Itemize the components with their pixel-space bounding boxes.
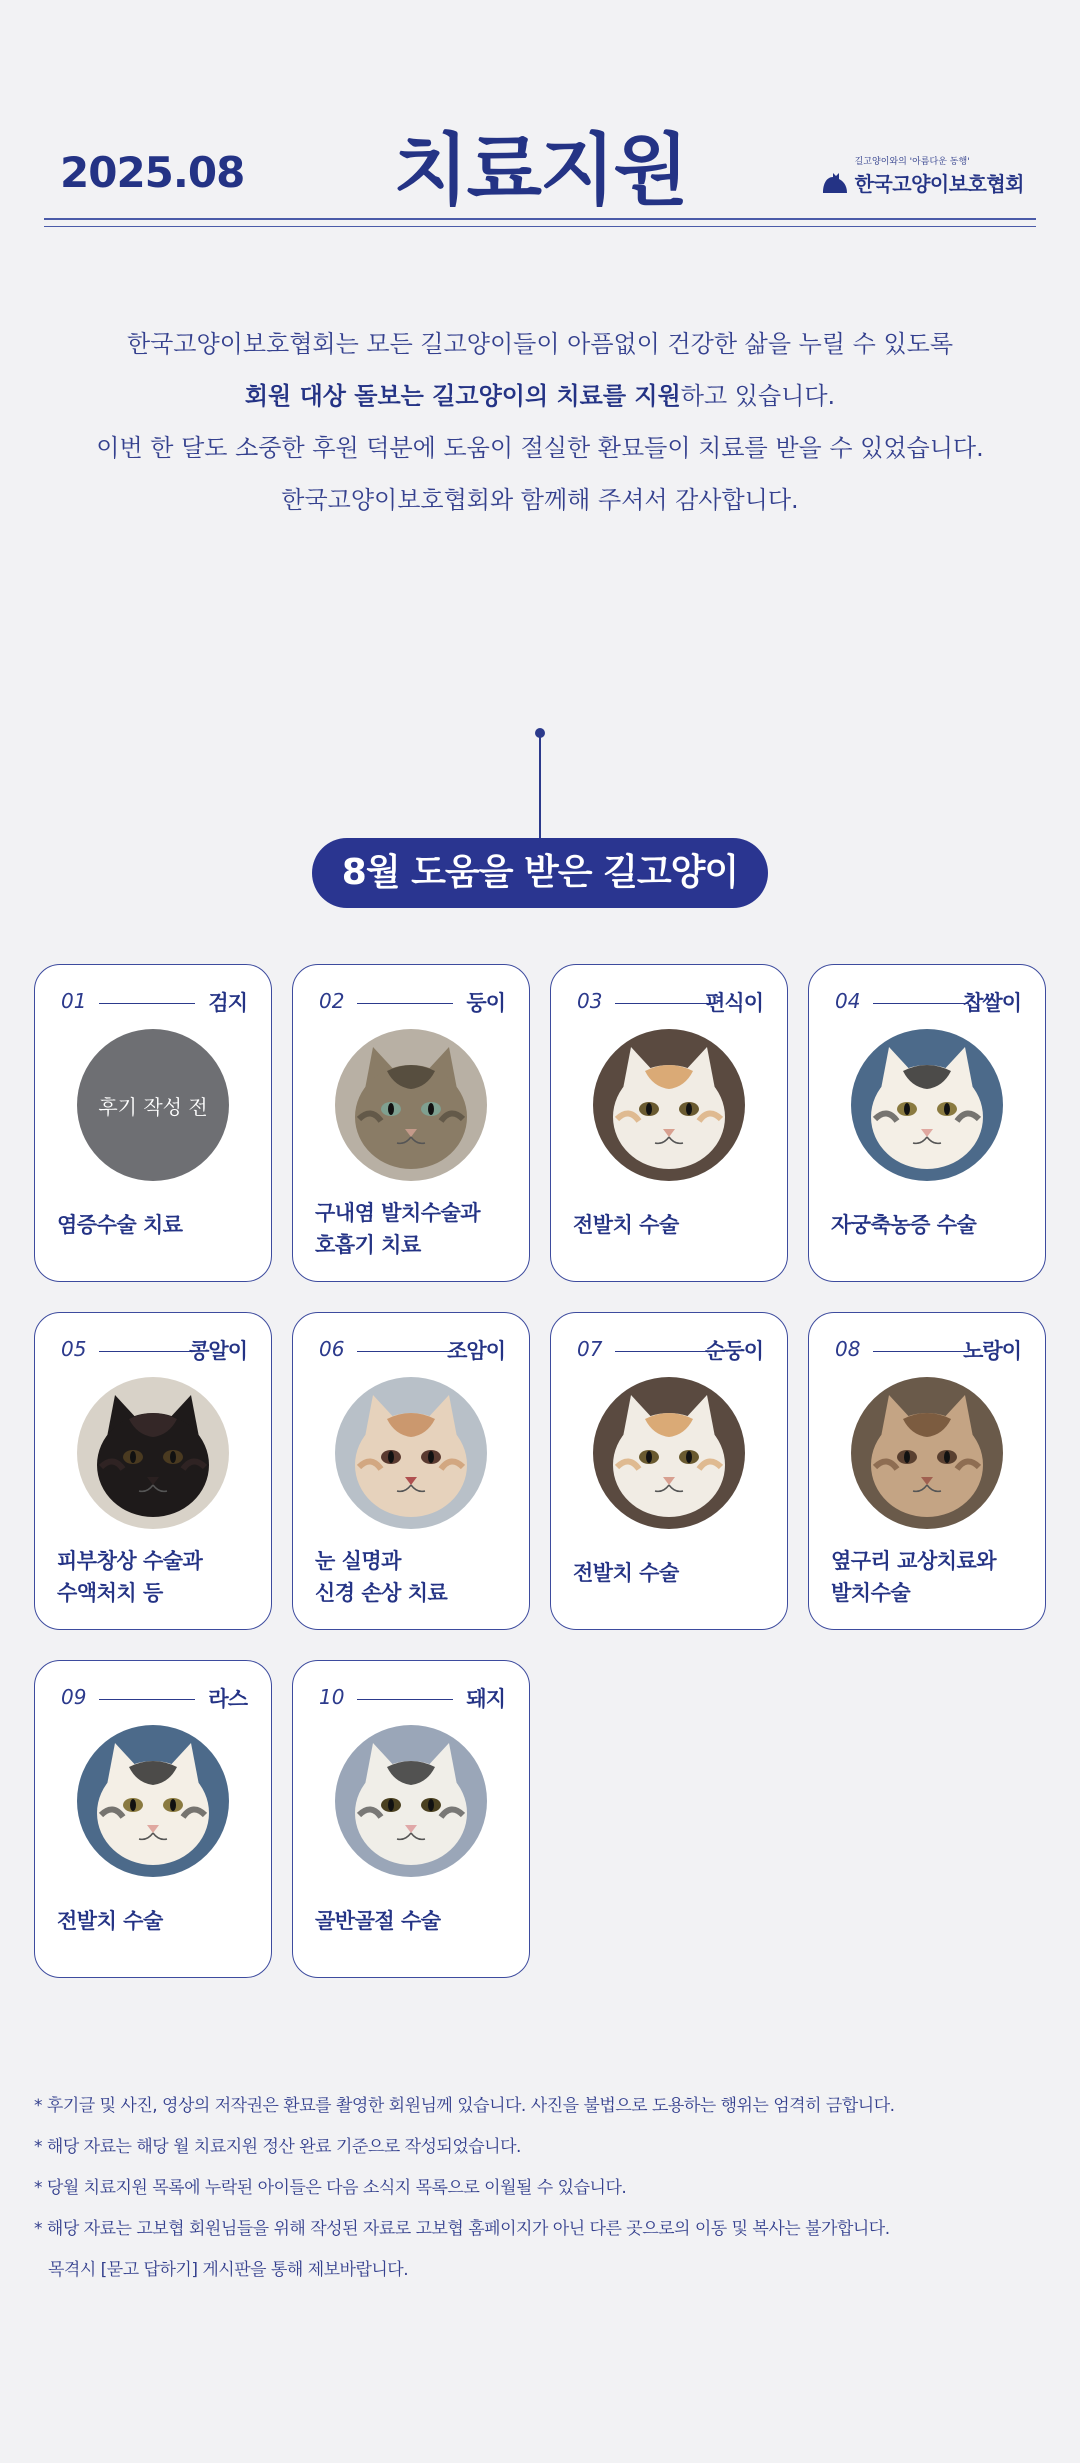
cat-card xyxy=(34,964,272,1282)
treatment-description: 구내염 발치수술과 호흡기 치료 xyxy=(315,1201,481,1257)
footnote: * 후기글 및 사진, 영상의 저작권은 환묘를 촬영한 회원님께 있습니다. 사진을 불법으로 도용하는 행위는 엄격히 금합니다. xyxy=(34,2096,895,2116)
section-title: 8월 도움을 받은 길고양이 xyxy=(312,838,768,908)
card-number: 01 xyxy=(61,989,87,1013)
intro-line-3: 이번 한 달도 소중한 후원 덕분에 도움이 절실한 환묘들이 치료를 받을 수 있었습니다. xyxy=(96,434,984,462)
card-number: 08 xyxy=(835,1337,861,1361)
intro-line-4: 한국고양이보호협회와 함께해 주셔서 감사합니다. xyxy=(281,486,799,514)
placeholder-label: 후기 작성 전 xyxy=(98,1094,208,1119)
cat-card xyxy=(292,1312,530,1630)
cat-card xyxy=(550,964,788,1282)
cat-card xyxy=(34,1312,272,1630)
card-number: 09 xyxy=(61,1685,87,1709)
injured-cat-photo xyxy=(335,1377,487,1529)
cat-logo-icon xyxy=(821,171,849,195)
orange-cat-photo xyxy=(851,1377,1003,1529)
card-rule xyxy=(873,1003,969,1004)
cat-photo xyxy=(335,1029,487,1181)
photo-placeholder xyxy=(77,1029,229,1181)
footnote: * 해당 자료는 해당 월 치료지원 정산 완료 기준으로 작성되었습니다. xyxy=(34,2137,521,2157)
treatment-description: 눈 실명과 신경 손상 치료 xyxy=(315,1549,448,1605)
card-rule xyxy=(99,1351,195,1352)
treatment-description: 전발치 수술 xyxy=(57,1909,163,1933)
card-number: 02 xyxy=(319,989,345,1013)
cat-name: 조암이 xyxy=(447,1339,505,1363)
cat-photo xyxy=(77,1377,229,1529)
intro-text xyxy=(0,318,1080,526)
cat-name: 순둥이 xyxy=(705,1339,763,1363)
cat-card xyxy=(292,1660,530,1978)
treatment-description: 피부창상 수술과 수액처치 등 xyxy=(57,1549,203,1605)
card-rule xyxy=(873,1351,969,1352)
cat-photo xyxy=(593,1029,745,1181)
issue-date: 2025.08 xyxy=(60,148,245,197)
cat-card xyxy=(808,1312,1046,1630)
card-rule xyxy=(357,1699,453,1700)
card-number: 05 xyxy=(61,1337,87,1361)
black-cat-photo xyxy=(77,1377,229,1529)
footnote: 목격시 [묻고 답하기] 게시판을 통해 제보바랍니다. xyxy=(48,2260,409,2280)
cat-name: 둥이 xyxy=(466,991,505,1015)
cat-photo xyxy=(593,1377,745,1529)
card-number: 07 xyxy=(577,1337,603,1361)
white-orange-cat-photo xyxy=(593,1029,745,1181)
cat-photo xyxy=(335,1725,487,1877)
footnote: * 해당 자료는 고보협 회원님들을 위해 작성된 자료로 고보협 홈페이지가 아닌 다른 곳으로의 이동 및 복사는 불가합니다. xyxy=(34,2219,890,2239)
header xyxy=(0,0,1080,240)
tabby-cat-photo xyxy=(335,1029,487,1181)
treatment-description: 옆구리 교상치료와 발치수술 xyxy=(831,1549,997,1605)
card-number: 04 xyxy=(835,989,861,1013)
treatment-description: 염증수술 치료 xyxy=(57,1213,183,1237)
intro-line-1: 한국고양이보호협회는 모든 길고양이들이 아픔없이 건강한 삶을 누릴 수 있도록 xyxy=(126,330,954,358)
org-name: 한국고양이보호협회 xyxy=(854,172,1024,196)
page-title: 치료지원 xyxy=(393,126,687,216)
cat-card xyxy=(34,1660,272,1978)
calico-cat-photo xyxy=(77,1725,229,1877)
treatment-description: 골반골절 수술 xyxy=(315,1909,441,1933)
treatment-description: 전발치 수술 xyxy=(573,1561,679,1585)
org-tagline: 길고양이와의 '아름다운 동행' xyxy=(854,157,970,167)
org-logo-block xyxy=(821,156,1024,197)
white-black-cat-photo xyxy=(335,1725,487,1877)
card-number: 10 xyxy=(319,1685,345,1709)
cat-name: 돼지 xyxy=(466,1687,505,1711)
treatment-description: 전발치 수술 xyxy=(573,1213,679,1237)
card-rule xyxy=(357,1003,453,1004)
card-number: 06 xyxy=(319,1337,345,1361)
card-rule xyxy=(615,1351,711,1352)
calico-cat-photo xyxy=(851,1029,1003,1181)
cat-photo xyxy=(851,1377,1003,1529)
cat-name: 콩알이 xyxy=(189,1339,247,1363)
card-number: 03 xyxy=(577,989,603,1013)
footnote: * 당월 치료지원 목록에 누락된 아이들은 다음 소식지 목록으로 이월될 수 있습니다. xyxy=(34,2178,627,2198)
cat-photo xyxy=(851,1029,1003,1181)
intro-line-2 xyxy=(0,370,1080,422)
footnotes xyxy=(34,2086,1054,2291)
card-rule xyxy=(99,1003,195,1004)
card-rule xyxy=(615,1003,711,1004)
intro-line-2-bold: 회원 대상 돌보는 길고양이의 치료를 지원 xyxy=(244,382,681,410)
cat-name: 노랑이 xyxy=(963,1339,1021,1363)
intro-line-2-rest: 하고 있습니다. xyxy=(680,382,836,410)
treatment-description: 자궁축농증 수술 xyxy=(831,1213,977,1237)
cat-name: 라스 xyxy=(208,1687,247,1711)
connector-line xyxy=(539,736,541,840)
cat-card xyxy=(292,964,530,1282)
white-orange-cat-photo xyxy=(593,1377,745,1529)
cat-name: 찹쌀이 xyxy=(963,991,1021,1015)
cat-card xyxy=(550,1312,788,1630)
header-divider-thin xyxy=(44,226,1036,227)
cat-photo xyxy=(77,1725,229,1877)
cat-name: 검지 xyxy=(208,991,247,1015)
cat-name: 편식이 xyxy=(705,991,763,1015)
header-divider xyxy=(44,218,1036,220)
cat-card xyxy=(808,964,1046,1282)
card-rule xyxy=(357,1351,453,1352)
cat-photo xyxy=(335,1377,487,1529)
card-rule xyxy=(99,1699,195,1700)
